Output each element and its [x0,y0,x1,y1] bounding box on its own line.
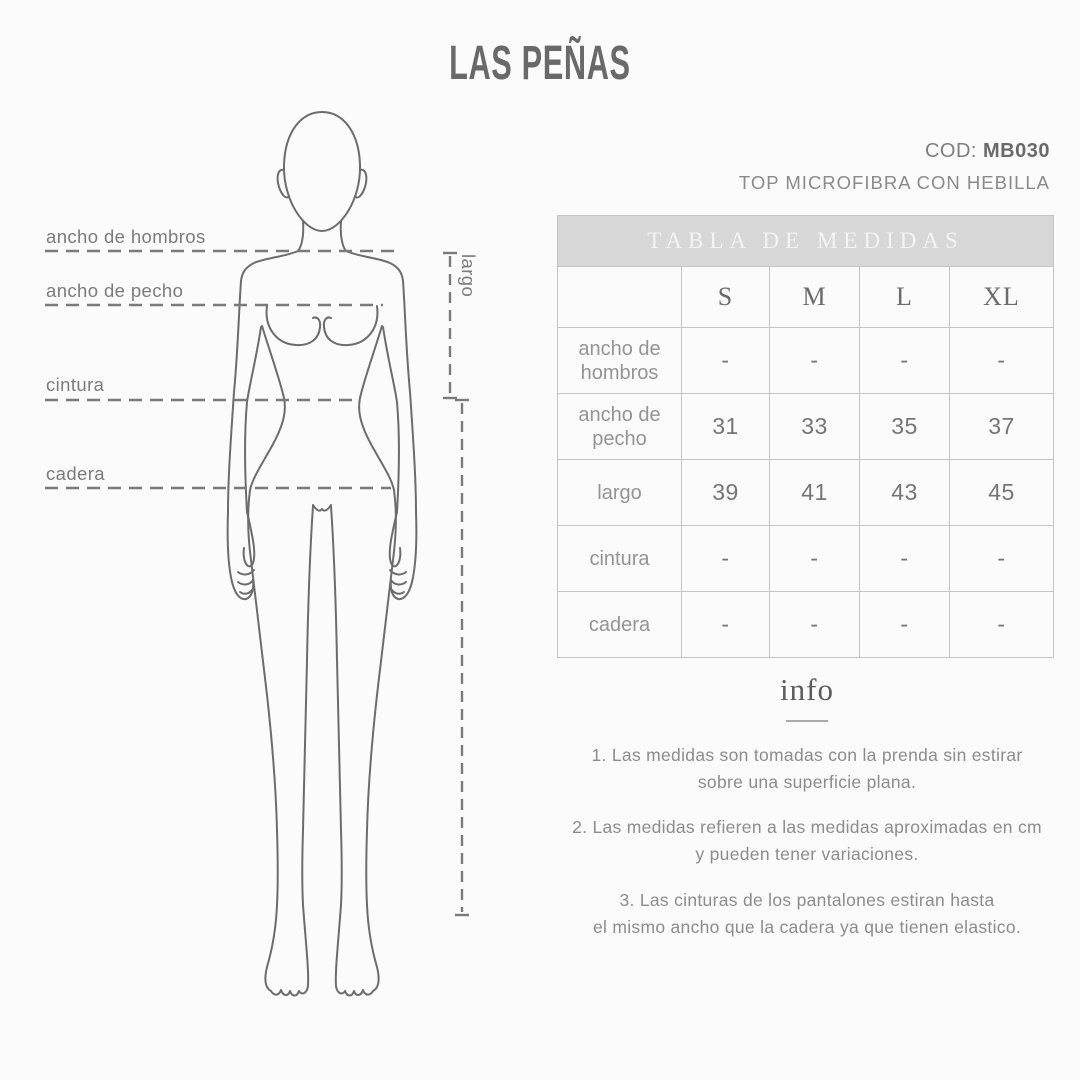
product-name: TOP MICROFIBRA CON HEBILLA [738,172,1050,193]
info-note-line: 3. Las cinturas de los pantalones estiran hasta [619,889,995,910]
row-label: cadera [558,592,682,658]
cell-value: 37 [950,394,1054,460]
size-table-title: TABLA DE MEDIDAS [558,216,1054,267]
info-note-line: el mismo ancho que la cadera ya que tienen elastico. [592,916,1022,937]
info-divider [786,720,828,722]
cell-value: 39 [682,460,770,526]
table-row-cintura [558,526,1054,592]
info-note-1 [545,742,1069,796]
cell-value: 31 [682,394,770,460]
brand-title-text: LAS PEÑAS [449,37,631,90]
row-label: largo [558,460,682,526]
size-col-l: L [860,267,950,328]
cell-value: 41 [770,460,860,526]
cell-value: 33 [770,394,860,460]
size-header-row [558,267,1054,328]
cell-value: - [682,328,770,394]
cell-value: - [770,526,860,592]
info-note-line: 1. Las medidas son tomadas con la prenda sin estirar [591,745,1023,765]
cell-value: 45 [950,460,1054,526]
cell-value: - [770,328,860,394]
size-table [557,215,1054,658]
cell-value: - [950,328,1054,394]
info-note-line: sobre una superficie plana. [697,772,917,793]
info-note-line: 2. Las medidas refieren a las medidas aproximadas en cm [572,817,1042,838]
measure-label-cadera: cadera [46,463,105,484]
row-label: ancho de pecho [558,394,682,460]
measure-label-ancho-de-pecho: ancho de pecho [46,280,184,301]
table-row-largo [558,460,1054,526]
cell-value: - [950,526,1054,592]
cell-value: 43 [860,460,950,526]
product-code-label: COD: [924,140,977,162]
row-label: cintura [558,526,682,592]
product-code-line [739,140,1050,163]
size-col-m: M [770,267,860,328]
body-outline [228,112,417,996]
table-row-ancho-de-hombros [558,328,1054,394]
measure-label-ancho-de-hombros: ancho de hombros [46,226,206,247]
info-note-3 [545,887,1069,941]
size-col-xl: XL [950,267,1054,328]
product-code-value: MB030 [983,140,1050,162]
cell-value: - [860,592,950,658]
table-row-cadera [558,592,1054,658]
cell-value: - [770,592,860,658]
info-heading: info [780,672,834,707]
table-row-ancho-de-pecho [558,394,1054,460]
measure-label-cintura: cintura [46,374,105,395]
info-note-line: y pueden tener variaciones. [695,844,919,865]
product-info [739,140,1050,194]
info-note-2 [545,814,1069,868]
cell-value: - [860,328,950,394]
measure-label-largo: largo [458,254,479,298]
cell-value: 35 [860,394,950,460]
size-table-corner-cell [558,267,682,328]
cell-value: - [682,526,770,592]
cell-value: - [860,526,950,592]
size-table-title-row [558,216,1054,267]
size-col-s: S [682,267,770,328]
info-section [545,672,1069,959]
cell-value: - [682,592,770,658]
cell-value: - [950,592,1054,658]
row-label: ancho de hombros [558,328,682,394]
